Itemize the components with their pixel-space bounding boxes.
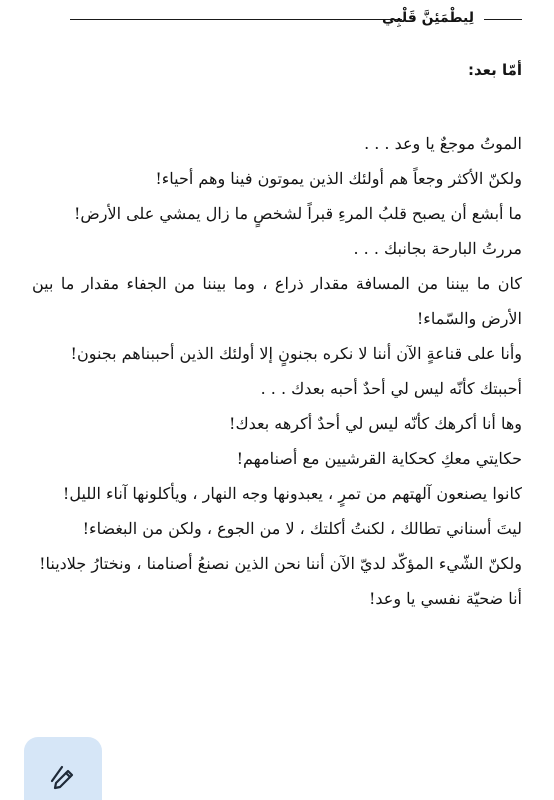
pencil-edit-icon <box>48 761 78 791</box>
edit-button[interactable] <box>24 737 102 800</box>
paragraph: ولكنّ الأكثر وجعاً هم أولئك الذين يموتون فينا وهم أحياء! <box>155 169 522 188</box>
header-rule-right <box>484 19 522 20</box>
paragraph: ولكنّ الشّيء المؤكّد لديّ الآن أننا نحن الذين نصنعُ أصنامنا ، ونختارُ جلادينا! <box>39 554 522 573</box>
page-header <box>70 6 522 32</box>
paragraph: مررتُ البارحة بجانبك . . . <box>353 239 522 258</box>
paragraph: ما أبشع أن يصبح قلبُ المرءِ قبراً لشخصٍ ما زال يمشي على الأرض! <box>73 204 522 223</box>
section-heading: أمّا بعد: <box>467 61 522 79</box>
book-title: لِيطْمَئِنَّ قَلْبِي <box>382 10 474 26</box>
paragraph: ليتَ أسناني تطالك ، لكنتُ أكلتك ، لا من الجوع ، ولكن من البغضاء! <box>82 519 522 538</box>
paragraph: أنا ضحيّة نفسي يا وعد! <box>368 589 522 608</box>
paragraph: حكايتي معكِ كحكاية القرشيين مع أصنامهم! <box>236 449 522 468</box>
paragraph: الموتُ موجعٌ يا وعد . . . <box>364 134 522 153</box>
body-text <box>32 126 522 616</box>
header-rule-left <box>70 19 402 20</box>
paragraph: وأنا على قناعةٍ الآن أننا لا نكره بجنونٍ إلا أولئك الذين أحببناهم بجنون! <box>70 344 522 363</box>
paragraph: كان ما بيننا من المسافة مقدار ذراع ، وما بيننا من الجفاء مقدار ما بين الأرض والسّماء! <box>32 274 522 328</box>
paragraph: وها أنا أكرهك كأنّه ليس لي أحدٌ أكرهه بعدك! <box>229 414 522 433</box>
paragraph: أحببتك كأنّه ليس لي أحدٌ أحبه بعدك . . . <box>260 379 522 398</box>
paragraph: كانوا يصنعون آلهتهم من تمرٍ ، يعبدونها وجه النهار ، ويأكلونها آناء الليل! <box>62 484 522 503</box>
